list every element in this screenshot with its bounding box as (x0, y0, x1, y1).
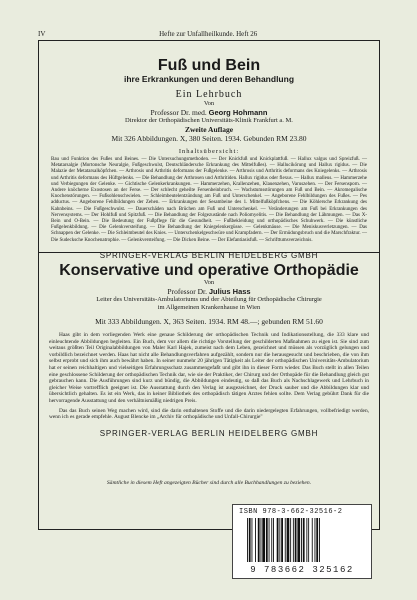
ad2-author-prefix: Professor Dr. (167, 287, 208, 296)
page-header (38, 30, 379, 38)
ad-fuss-und-bein (39, 57, 379, 260)
ad1-edition: Zweite Auflage (184, 125, 234, 134)
barcode-label (232, 504, 372, 579)
ad-frame (38, 40, 380, 530)
ad1-author (39, 108, 379, 117)
ad-konservative-orthopaedie (39, 252, 379, 529)
footnote: Sämtliche in diesem Heft angezeigten Bücher sind durch alle Buchhandlungen zu beziehen. (106, 480, 312, 486)
running-title: Hefte zur Unfallheilkunde. Heft 26 (159, 30, 258, 38)
ad1-publisher: SPRINGER-VERLAG BERLIN HEIDELBERG GMBH (99, 250, 319, 260)
ean-number: 9 783662 325162 (250, 565, 354, 575)
ad1-author-prefix: Professor Dr. med. (150, 108, 207, 117)
ad2-description: Haas gibt in dem vorliegenden Werk eine genaue Schilderung der orthopädischen Technik und Indikationsstellung, die 333 klare und einleuchtende Abbildungen begleiten. Ein Buch, dem vor allem die richtige Vorstellung der geschilderten Maßnahmen zu eigen ist. Sie sind zum weitaus größten Teil Originalabbildungen von Maler Karl Hajek, zumeist nach dem Leben, gezeichnet und müssen als vorzüglich gelungen und vorbildlich bezeichnet werden. Haas hat nicht alle Behandlungsverfahren aufgezählt, sondern nur die herausgesucht und beschrieben, die von ihm selbst erprobt und sich ihm auch bewährt haben. In seiner nunmehr 20 jährigen Tätigkeit als Leiter der orthopädischen Universitäts-Ambulatorium hat er seinen reichhaltigen und vielseitigen Erfahrungsschatz zusammengefaßt und gibt ihn in dieser Form wieder. Das Buch stellt in allen Teilen eine geschlossene Schilderung der orthopädischen Technik dar, wie sie der Praktiker, der Chirurg und der Orthopäde für die Behandlung gleich gut gebrauchen kann. Die Ausführungen sind kurz und bündig, die Abbildungen eindeutig, so daß das Buch als Nachschlagewerk und Lehrbuch in gleicher Weise vortrefflich geeignet ist. Die Ausstattung durch den Verlag ist ausgezeichnet, der Druck sauber und die Abbildungen klar und übersichtlich gehalten. Es ist ein Werk, das in keiner Bibliothek des orthopädisch tätigen Arztes fehlen sollte. Dem Verlag gebührt Dank für die hervorragende Ausstattung und den verhältnismäßig niedrigen Preis. (49, 332, 369, 404)
ad1-author-name: Georg Hohmann (208, 108, 268, 117)
ad2-von: Von (203, 279, 215, 286)
ad1-contents: Bau und Funktion des Fußes und Beines. — Die Untersuchungsmethoden. — Der Knickfuß und Knickplattfuß. — Hallux valgus und Spreizfuß. — Metatarsalgie (Mortonsche Neuralgie, Fußgeschwulst, Deutschländersche Erkrankung des Mittelfußes). — Hallucikörung und Hallux rigidus. — Die Malazie der Metatarsalköpfchen. — Arthrosis und Arthritis deformans der Fußgelenke. — Arthrosis und Arthritis deformans des Kniegelenks. — Arthrosis und Arthritis deformans des Hüftgelenks. — Die Behandlung der Arthrosen und Arthritiden. Hallux rigidus oder flexus. — Hallux malleus. — Hammerzehe und Verbiegungen der Gelenke. — Gichtische Gelenkerkrankungen. — Hammerzehen, Krallenzehen, Klauenzehen, Varuszehen. — Der Fersensporn. — Andere knöcherne Exostosen an der Ferse. — Der schlecht geheilte Fersenbeinbruch. — Wachstumsstörungen am Fuß und Bein. — Akromegalische Knochenstörungen. — Fußsohlenschwielen. — Schleimbeutelentzündung am Fuß und Unterschenkel. — Angeborene Fehlbildungen des Fußes. — Pes adductus. — Angeborene Fehlbildungen der Zehen. — Erkrankungen der Sesambeine des 1. Mittelfußköpfchens. — Die Köhlersche Erkrankung des Kahnbeins. — Die Fußgeschwulst. — Dauerschäden nach Brüchen am Fuß und Unterschenkel. — Veränderungen am Fuß bei Erkrankungen des Nervensystems. — Der Hohlfuß und Spitzfuß. — Die Behandlung der Folgezustände nach Poliomyelitis. — Die Behandlung der Lähmungen. — Das X-Bein und O-Bein. — Die Bedeutung der Fußpflege für die Gesundheit. — Fußbekleidung und orthopädisches Schuhwerk. — Die künstliche Fußgelenkbildung. — Die Gelenkversteifung. — Die Behandlung der Kniegelenkergüsse. — Gelenkmäuse. — Die Meniskusverletzungen. — Das Schnappen der Gelenke. — Die Schleimbeutel des Knies. — Unterschenkelgeschwüre und Krampfadern. — Der Ermüdungsbruch und die Marschfraktur. — Die Sudecksche Knochenatrophie. — Gelenkversteifung. — Die Dicken Beine. — Der Elefantiasisfuß. — Schrifttumsverzeichnis. (51, 157, 367, 243)
ad2-title: Konservative und operative Orthopädie (59, 262, 359, 279)
ad2-affiliation-1: Leiter des Universitäts-Ambulatoriums und der Abteilung für Orthopädische Chirurgie (96, 296, 322, 303)
ad1-contents-heading: Inhaltsübersicht: (178, 148, 240, 155)
ad1-affiliation: Direktor der Orthopädischen Universitäts-Klinik Frankfurt a. M. (125, 117, 293, 124)
isbn-text: ISBN 978-3-662-32516-2 (239, 508, 343, 516)
ad1-von: Von (203, 100, 215, 107)
ad1-details: Mit 326 Abbildungen. X, 380 Seiten. 1934. Gebunden RM 23.80 (111, 134, 307, 143)
ad2-author-name: Julius Hass (208, 287, 251, 296)
page-number: IV (38, 30, 46, 38)
barcode-icon (245, 518, 361, 562)
ad2-details: Mit 333 Abbildungen. X, 363 Seiten. 1934. RM 48.—; gebunden RM 51.60 (95, 317, 323, 326)
ad2-closing: Das das Buch seinen Weg machen wird, sind die darin enthaltenen Stoffe und die darin niedergelegten Erfahrungen, vollbefriedigt werden, wenn ich es gerade empfehle. August Blencke im „Archiv für orthopädische und Unfall-Chirurgie" (49, 407, 369, 421)
ad2-affiliation-2: im Allgemeinen Krankenhause in Wien (157, 304, 261, 311)
ad1-title: Fuß und Bein (157, 57, 261, 74)
ad2-publisher: SPRINGER-VERLAG BERLIN HEIDELBERG GMBH (99, 428, 319, 438)
ad1-subtitle: ihre Erkrankungen und deren Behandlung (123, 74, 295, 84)
ad2-author (39, 287, 379, 296)
ad1-kind: Ein Lehrbuch (175, 89, 243, 100)
